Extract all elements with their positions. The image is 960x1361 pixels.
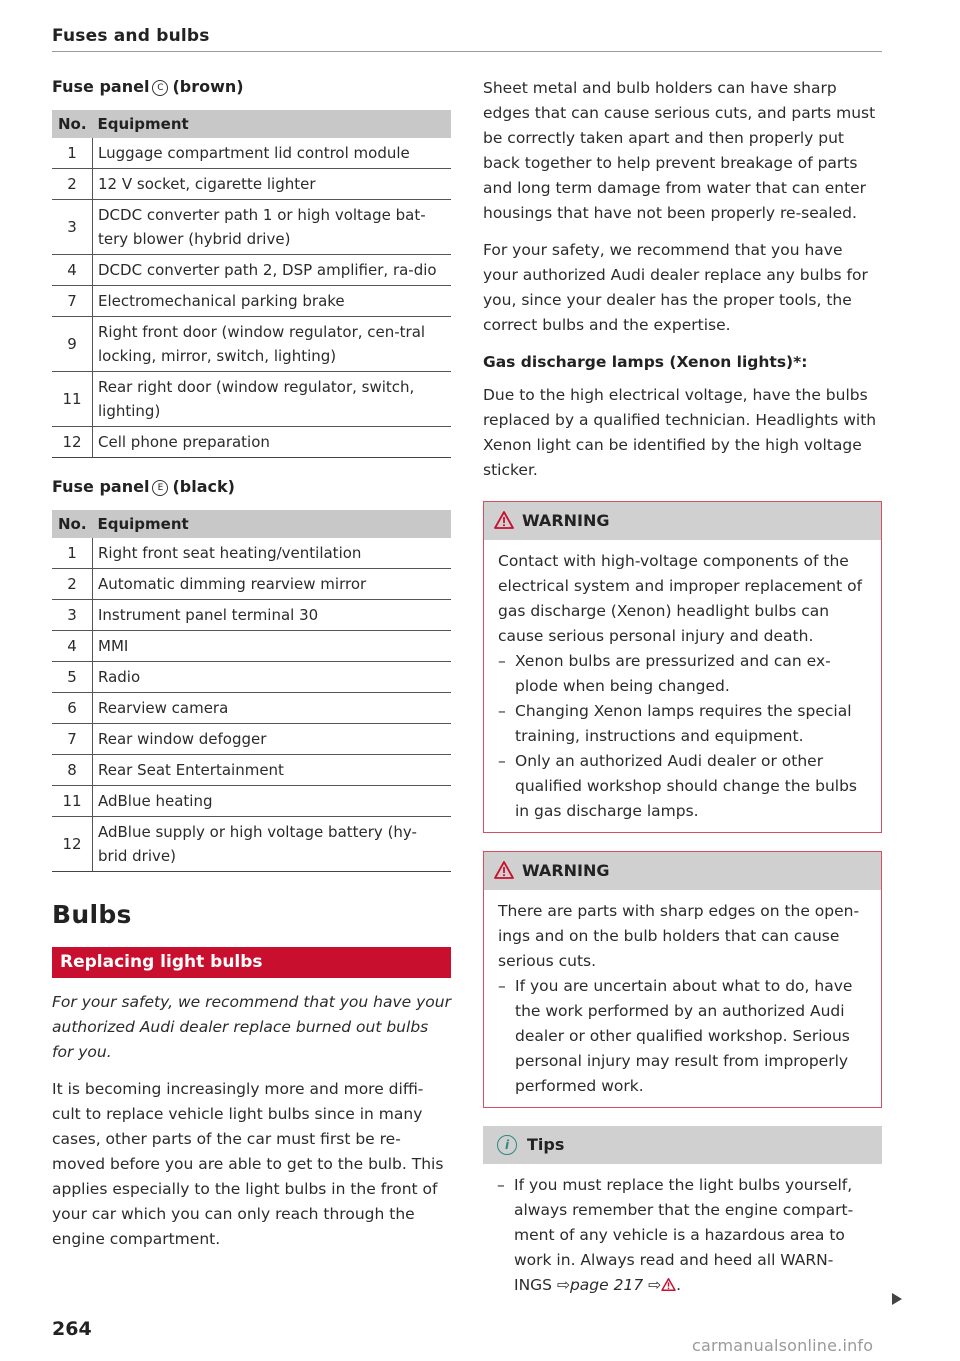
equipment-cell: Right front door (window regulator, cen-tral locking, mirror, switch, lighting) xyxy=(93,317,452,372)
dash-bullet: – xyxy=(497,1176,505,1194)
fuse-number: 11 xyxy=(52,786,93,817)
equipment-cell: Electromechanical parking brake xyxy=(93,286,452,317)
table-header-row xyxy=(52,110,451,138)
col-equipment-header: Equipment xyxy=(93,110,452,138)
equipment-cell: MMI xyxy=(93,631,452,662)
equipment-cell: DCDC converter path 1 or high voltage bat-tery blower (hybrid drive) xyxy=(93,200,452,255)
list-item-text: Changing Xenon lamps requires the special training, instructions and equipment. xyxy=(515,702,852,745)
bulbs-paragraph: It is becoming increasingly more and more diffi-cult to replace vehicle light bulbs since in many cases, other parts of the car must first be re-moved before you are able to get to the bulb. This applies especially to the light bulbs in the front of your car which you can only reach through the engine compartment. xyxy=(52,1080,444,1248)
table-row xyxy=(52,724,451,755)
safety-paragraph: For your safety, we recommend that you have your authorized Audi dealer replace any bulbs for you, since your dealer has the proper tools, the correct bulbs and the expertise. xyxy=(483,241,868,334)
fuse-panel-e-body xyxy=(52,538,451,872)
table-row xyxy=(52,693,451,724)
equipment-cell: Right front seat heating/ventilation xyxy=(93,538,452,569)
equipment-cell: Automatic dimming rearview mirror xyxy=(93,569,452,600)
equipment-cell: 12 V socket, cigarette lighter xyxy=(93,169,452,200)
table-row xyxy=(52,427,451,458)
table-row xyxy=(52,631,451,662)
list-item-text: If you are uncertain about what to do, have the work performed by an authorized Audi dealer or other qualified workshop. Serious personal injury may result from improperly performed work. xyxy=(515,977,853,1095)
equipment-cell: Rear right door (window regulator, switch, lighting) xyxy=(93,372,452,427)
sheet-metal-paragraph: Sheet metal and bulb holders can have sharp edges that can cause serious cuts, and parts must be correctly taken apart and then properly put back together to help prevent breakage of parts and long term damage from water that can enter housings that have not been properly re-sealed. xyxy=(483,79,876,222)
gas-discharge-paragraph: Due to the high electrical voltage, have the bulbs replaced by a qualified technician. Headlights with Xenon light can be identified by the high voltage sticker. xyxy=(483,386,877,479)
equipment-cell: Radio xyxy=(93,662,452,693)
fuse-number: 2 xyxy=(52,169,93,200)
warning-title: WARNING xyxy=(522,511,610,530)
page-reference-link[interactable]: page 217 xyxy=(569,1276,644,1294)
right-column xyxy=(483,76,882,1306)
page-header xyxy=(52,26,882,46)
gas-discharge-heading: Gas discharge lamps (Xenon lights)*: xyxy=(483,353,808,371)
table-row xyxy=(52,138,451,169)
fuse-number: 3 xyxy=(52,600,93,631)
table-row xyxy=(52,255,451,286)
spacer xyxy=(52,458,451,476)
warning-list xyxy=(498,649,869,824)
list-item xyxy=(497,1173,870,1298)
warning-box-body xyxy=(484,890,881,1107)
fuse-panel-c-table xyxy=(52,110,451,458)
equipment-cell: Rearview camera xyxy=(93,693,452,724)
fuse-number: 3 xyxy=(52,200,93,255)
list-item xyxy=(498,699,869,749)
table-row xyxy=(52,286,451,317)
fuse-panel-e-heading xyxy=(52,476,451,498)
info-icon: i xyxy=(497,1135,517,1155)
equipment-cell: Cell phone preparation xyxy=(93,427,452,458)
warning-box-header xyxy=(484,502,881,540)
fuse-number: 12 xyxy=(52,817,93,872)
page-number: 264 xyxy=(52,1318,92,1340)
fuse-number: 11 xyxy=(52,372,93,427)
fuse-panel-e-table xyxy=(52,510,451,872)
bulbs-section-title: Bulbs xyxy=(52,900,132,929)
equipment-cell: Rear Seat Entertainment xyxy=(93,755,452,786)
dash-bullet: – xyxy=(498,977,506,995)
fuse-panel-c-heading xyxy=(52,76,451,98)
dash-bullet: – xyxy=(498,652,506,670)
fuse-panel-e-badge-icon: E xyxy=(152,480,168,496)
equipment-cell: DCDC converter path 2, DSP amplifier, ra-dio xyxy=(93,255,452,286)
list-item-text: Xenon bulbs are pressurized and can ex-plode when being changed. xyxy=(515,652,831,695)
warning-list xyxy=(498,974,869,1099)
fuse-number: 5 xyxy=(52,662,93,693)
fuse-number: 2 xyxy=(52,569,93,600)
table-row xyxy=(52,755,451,786)
table-row xyxy=(52,200,451,255)
watermark: carmanualsonline.info xyxy=(692,1336,874,1355)
table-row xyxy=(52,662,451,693)
fuse-number: 7 xyxy=(52,724,93,755)
left-column xyxy=(52,76,451,1252)
col-no-header: No. xyxy=(52,510,93,538)
fuse-number: 1 xyxy=(52,538,93,569)
list-item xyxy=(498,974,869,1099)
dash-bullet: – xyxy=(498,702,506,720)
replacing-bulbs-banner: Replacing light bulbs xyxy=(52,947,451,978)
warning-intro: Contact with high-voltage components of the electrical system and improper replacement of gas discharge (Xenon) headlight bulbs can cause serious personal injury and death. xyxy=(498,552,863,645)
warning-title: WARNING xyxy=(522,861,610,880)
table-row xyxy=(52,786,451,817)
equipment-cell: Rear window defogger xyxy=(93,724,452,755)
list-item xyxy=(498,749,869,824)
header-rule xyxy=(52,51,882,52)
tips-item-text: If you must replace the light bulbs yourself, always remember that the engine compart-ment of any vehicle is a hazardous area to work in. Always read and heed all WARN-INGS xyxy=(514,1176,854,1294)
table-row xyxy=(52,372,451,427)
table-row xyxy=(52,600,451,631)
small-warning-icon[interactable] xyxy=(661,1276,676,1294)
fuse-panel-e-title-suffix: (black) xyxy=(172,477,235,496)
warning-triangle-icon xyxy=(494,855,514,893)
table-row xyxy=(52,169,451,200)
table-row xyxy=(52,569,451,600)
tips-header xyxy=(483,1126,882,1164)
table-row xyxy=(52,538,451,569)
warning-box-sharp-edges xyxy=(483,851,882,1108)
fuse-panel-e-title-prefix: Fuse panel xyxy=(52,477,150,496)
table-row xyxy=(52,817,451,872)
page-header-title: Fuses and bulbs xyxy=(52,26,210,46)
warning-triangle-icon xyxy=(494,505,514,543)
ref-arrow-icon: ⇨ xyxy=(648,1276,662,1294)
fuse-panel-c-body xyxy=(52,138,451,458)
tips-list xyxy=(497,1173,870,1298)
fuse-number: 7 xyxy=(52,286,93,317)
dash-bullet: – xyxy=(498,752,506,770)
equipment-cell: Luggage compartment lid control module xyxy=(93,138,452,169)
fuse-panel-c-title-prefix: Fuse panel xyxy=(52,77,150,96)
tips-body xyxy=(483,1164,882,1306)
fuse-number: 6 xyxy=(52,693,93,724)
ref-arrow-icon: ⇨ xyxy=(556,1276,570,1294)
equipment-cell: AdBlue supply or high voltage battery (hy-brid drive) xyxy=(93,817,452,872)
bulbs-intro-italic: For your safety, we recommend that you have your authorized Audi dealer replace burned out bulbs for you. xyxy=(52,993,451,1061)
period: . xyxy=(676,1276,682,1294)
fuse-number: 8 xyxy=(52,755,93,786)
fuse-number: 4 xyxy=(52,631,93,662)
fuse-number: 9 xyxy=(52,317,93,372)
list-item xyxy=(498,649,869,699)
equipment-cell: AdBlue heating xyxy=(93,786,452,817)
fuse-number: 4 xyxy=(52,255,93,286)
fuse-number: 1 xyxy=(52,138,93,169)
col-equipment-header: Equipment xyxy=(93,510,452,538)
table-header-row xyxy=(52,510,451,538)
warning-box-body xyxy=(484,540,881,832)
tips-title: Tips xyxy=(527,1135,565,1154)
col-no-header: No. xyxy=(52,110,93,138)
warning-intro: There are parts with sharp edges on the open-ings and on the bulb holders that can cause serious cuts. xyxy=(498,902,860,970)
warning-box-header xyxy=(484,852,881,890)
table-row xyxy=(52,317,451,372)
fuse-number: 12 xyxy=(52,427,93,458)
fuse-panel-c-badge-icon: C xyxy=(152,80,168,96)
warning-box-xenon xyxy=(483,501,882,833)
tips-box xyxy=(483,1126,882,1306)
list-item-text: Only an authorized Audi dealer or other qualified workshop should change the bulbs in gas discharge lamps. xyxy=(515,752,857,820)
fuse-panel-c-title-suffix: (brown) xyxy=(172,77,244,96)
equipment-cell: Instrument panel terminal 30 xyxy=(93,600,452,631)
continue-arrow-icon xyxy=(891,1291,903,1310)
